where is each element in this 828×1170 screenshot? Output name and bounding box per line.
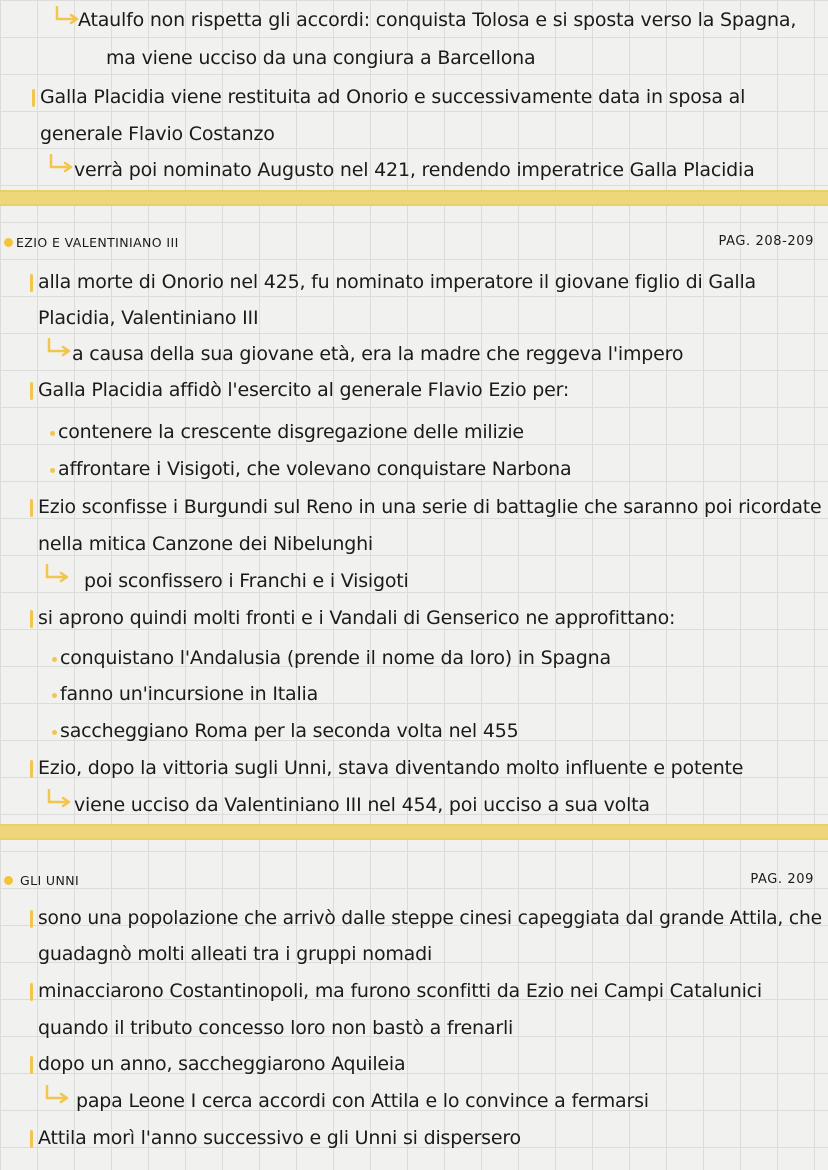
note-line: viene ucciso da Valentiniano III nel 454, poi ucciso a sua volta [74,794,650,816]
note-line: a causa della sua giovane età, era la madre che reggeva l'impero [72,343,684,365]
section-title: EZIO E VALENTINIANO III [16,235,179,250]
bullet-dot [52,730,57,735]
note-line: affrontare i Visigoti, che volevano conquistare Narbona [58,458,572,480]
bullet-dash [30,1056,33,1074]
bullet-dash [32,89,35,107]
bullet-dash [30,910,33,928]
bullet-dot [50,468,55,473]
note-line: Galla Placidia affidò l'esercito al generale Flavio Ezio per: [38,379,570,401]
note-line: saccheggiano Roma per la seconda volta nel 455 [60,720,519,742]
note-line: generale Flavio Costanzo [40,123,275,145]
note-line: dopo un anno, saccheggiarono Aquileia [38,1053,406,1075]
note-line: verrà poi nominato Augusto nel 421, rendendo imperatrice Galla Placidia [74,159,755,181]
bullet-dash [30,1130,33,1148]
note-line: nella mitica Canzone dei Nibelunghi [38,533,373,555]
section-bullet-icon [4,876,13,885]
bullet-dash [30,499,33,517]
page-reference: PAG. 209 [750,872,814,887]
bullet-dot [52,657,57,662]
note-line: papa Leone I cerca accordi con Attila e lo convince a fermarsi [76,1090,649,1112]
note-line: Galla Placidia viene restituita ad Onorio e successivamente data in sposa al [40,86,746,108]
bullet-dot [52,693,57,698]
arrow-icon [46,789,72,809]
page-reference: PAG. 208-209 [718,234,814,249]
note-line: minacciarono Costantinopoli, ma furono sconfitti da Ezio nei Campi Catalunici [38,980,762,1002]
note-line: conquistano l'Andalusia (prende il nome da loro) in Spagna [60,647,611,669]
section-title: GLI UNNI [20,873,80,888]
note-line: Attila morì l'anno successivo e gli Unni si dispersero [38,1127,521,1149]
note-line: Placidia, Valentiniano III [38,307,259,329]
note-line: ma viene ucciso da una congiura a Barcellona [106,47,536,69]
arrow-icon [44,1085,70,1105]
divider-band [0,824,828,840]
note-line: alla morte di Onorio nel 425, fu nominato imperatore il giovane figlio di Galla [38,271,756,293]
divider-band [0,190,828,206]
note-line: Ezio sconfisse i Burgundi sul Reno in una serie di battaglie che saranno poi ricordate [38,496,822,518]
note-line: fanno un'incursione in Italia [60,683,319,705]
arrow-icon [44,564,70,584]
note-line: si aprono quindi molti fronti e i Vandali di Genserico ne approfittano: [38,607,676,629]
note-line: sono una popolazione che arrivò dalle steppe cinesi capeggiata dal grande Attila, che [38,907,822,929]
note-line: guadagnò molti alleati tra i gruppi nomadi [38,943,433,965]
arrow-icon [54,6,80,26]
bullet-dash [30,274,33,292]
note-line: contenere la crescente disgregazione delle milizie [58,421,524,443]
section-bullet-icon [4,238,13,247]
arrow-icon [48,154,74,174]
arrow-icon [46,338,72,358]
note-line: poi sconfissero i Franchi e i Visigoti [84,570,409,592]
bullet-dash [30,760,33,778]
bullet-dash [30,610,33,628]
note-line: Ezio, dopo la vittoria sugli Unni, stava diventando molto influente e potente [38,757,744,779]
note-line: Ataulfo non rispetta gli accordi: conquista Tolosa e si sposta verso la Spagna, [78,9,797,31]
bullet-dash [30,382,33,400]
bullet-dot [50,431,55,436]
note-line: quando il tributo concesso loro non bastò a frenarli [38,1017,514,1039]
bullet-dash [30,983,33,1001]
